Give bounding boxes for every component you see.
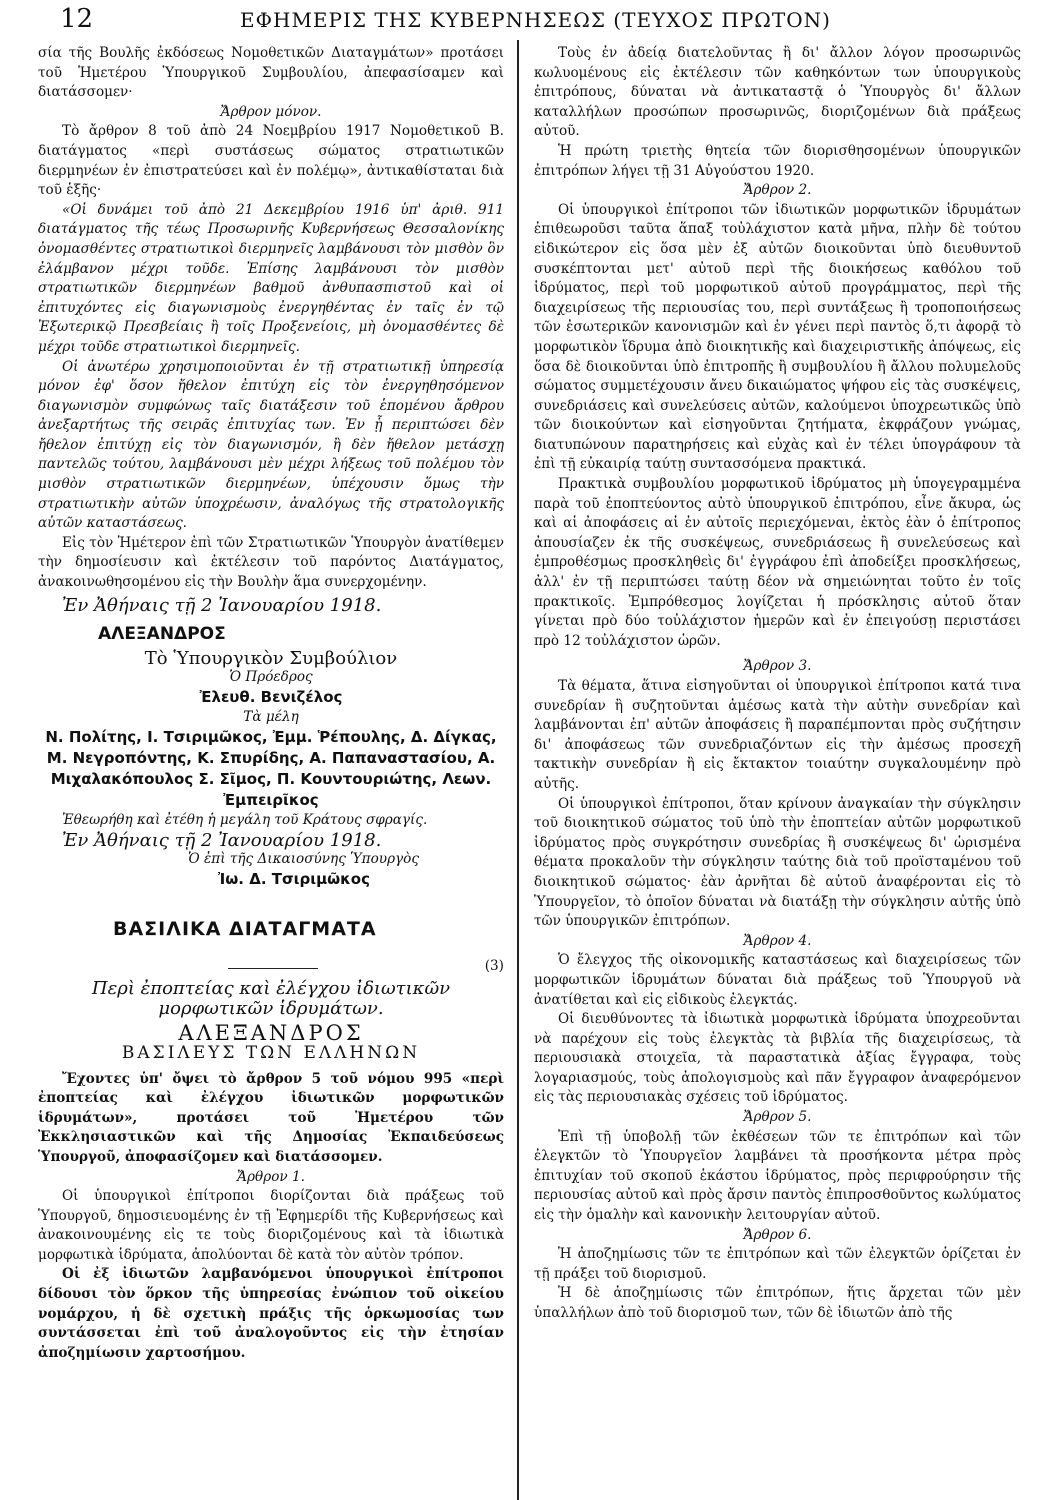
paragraph: Τὰ θέματα, ἅτινα εἰσηγοῦνται οἱ ὑπουργικοὶ ἐπίτροποι κατά τινα συνεδρίαν ἢ συζητοῦνται ἀμέσως κατὰ τὴν αὐτὴν συνεδρίαν καὶ λαμβάνονται ἐπ' αὐτῶν ἀποφάσεις ἢ παραπέμπονται πρὸς συζήτησιν δι' ἀποφάσεως τῶν συνεδριαζόντων εἰς τὴν ἀμέσως προσεχῆ τακτικὴν συνεδρίαν ἢ εἰς ἔκτακτον τοιαύτην συγκαλουμένην πρὸ αὐτῆς. <box>534 678 1021 792</box>
paragraph: Οἱ ἀνωτέρω χρησιμοποιοῦνται ἐν τῇ στρατιωτικῇ ὑπηρεσίᾳ μόνον ἐφ' ὅσον ἤθελον ἐπιτύχη εἰς τὸν ἐνεργηθησόμενον διαγωνισμὸν συμφώνως ταῖς διατάξεσιν τοῦ ἑπομένου ἄρθρου ἀνεξαρτήτως τῆς σειρᾶς ἐπιτυχίας των. Ἐν ᾗ περιπτώσει δὲν ἤθελον ἐπιτύχῃ εἰς τὸν διαγωνισμόν, ἢ δὲν ἤθελον μετάσχῃ παντελῶς τούτου, λαμβάνουσι μὲν μέχρι λήξεως τοῦ πολέμου τὸν μισθὸν στρατιωτικῶν διερμηνέων, ὑπέχουσιν ὅμως τὴν στρατιωτικὴν αὐτῶν ὑποχρέωσιν, ἀναλόγως τῆς στρατολογικῆς αὐτῶν καταστάσεως. <box>38 358 504 532</box>
president-name: Ἐλευθ. Βενιζέλος <box>199 688 343 706</box>
page-header <box>0 0 1064 40</box>
divider <box>228 968 318 969</box>
president-label: Ὁ Πρόεδρος <box>229 669 313 686</box>
paragraph: Οἱ διευθύνοντες τὰ ἰδιωτικὰ μορφωτικὰ ἱδρύματα ὑποχρεοῦνται νὰ παρέχουν εἰς τοὺς ἐλεγκτὰς τὰ βιβλία τῆς διαχειρίσεως, τὰ περιουσιακὰ στοιχεῖα, τὰ παραστατικὰ ἀξίας ἔγγραφα, τοὺς λογαριασμούς, τοὺς ἀπολογισμοὺς καὶ πᾶν ἔγγραφον ἀναφερόμενον εἰς τὰς περιουσιακὰς σχέσεις τοῦ ἱδρύματος. <box>534 1011 1021 1106</box>
article-heading: Ἄρθρον μόνον. <box>220 103 322 120</box>
column-divider <box>517 40 519 1500</box>
seal-note: Ἐθεωρήθη καὶ ἐτέθη ἡ μεγάλη τοῦ Κράτους σφραγίς. <box>62 812 428 829</box>
paragraph: Ἡ ἀποζημίωσις τῶν τε ἐπιτρόπων καὶ τῶν ἐλεγκτῶν ὁρίζεται ἐν τῇ πράξει τοῦ διορισμοῦ. <box>534 1246 1021 1282</box>
article-heading: Ἄρθρον 6. <box>743 1226 812 1243</box>
preamble: Ἔχοντες ὑπ' ὄψει τὸ ἄρθρον 5 τοῦ νόμου 995 «περὶ ἐποπτείας καὶ ἐλέγχου ἰδιωτικῶν μορφωτικῶν ἱδρυμάτων», προτάσει τοῦ Ἡμετέρου τῶν Ἐκκλησιαστικῶν καὶ τῆς Δημοσίας Ἐκπαιδεύσεως Ὑπουργοῦ, ἀποφασίζομεν καὶ διατάσσομεν. <box>38 1070 504 1165</box>
paragraph: Ἡ πρώτη τριετὴς θητεία τῶν διορισθησομένων ὑπουργικῶν ἐπιτρόπων λήγει τῇ 31 Αὐγούστου 1920. <box>534 142 1021 179</box>
paragraph: Οἱ ὑπουργικοὶ ἐπίτροποι τῶν ἰδιωτικῶν μορφωτικῶν ἱδρυμάτων ἐπιθεωροῦσι ταῦτα ἅπαξ τοὐλάχιστον κατὰ μῆνα, πλὴν δὲ τούτου εἰδικώτερον εἰς ὅσα μὲν ἐξ αὐτῶν διοικοῦνται ὑπὸ διευθυντοῦ συσκέπτονται μετ' αὐτοῦ περὶ τῆς διοικήσεως καθόλου τοῦ ἱδρύματος, περὶ τοῦ μορφωτικοῦ αὐτοῦ προγράμματος, περὶ τῆς διαχειρίσεως τῆς περιουσίας του, περὶ συντάξεως ἢ τροποποιήσεως τῶν ἐσωτερικῶν κανονισμῶν καὶ ἐν γένει περὶ παντὸς ὅ,τι ἀφορᾷ τὸ μορφωτικὸν ἵδρυμα ἀπὸ διοικητικῆς καὶ διαχειριστικῆς ἀπόψεως, εἰς ὅσα δὲ διοικοῦνται ὑπὸ ἐπιτροπῆς ἢ συμβουλίου ἢ ἄλλου πολυμελοῦς σώματος συμμετέχουσιν ἄνευ δικαιώματος ψήφου εἰς τὰς συσκέψεις, συνεδριάσεις καὶ συνελεύσεις αὐτῶν, καλούμενοι ὑποχρεωτικῶς ὑπὸ τῶν διοικούντων καὶ εἰσηγοῦνται ζητήματα, ἐκφράζουν γνώμας, διατυπώνουν παρατηρήσεις καὶ εὐχὰς καὶ ἐν τέλει ὑπογράφουν τὰ ἐπὶ τῇ εὐκαιρίᾳ ταύτῃ συντασσόμενα πρακτικά. <box>534 201 1021 473</box>
minister-name: Ἰω. Δ. Τσιριμῶκος <box>218 869 371 888</box>
paragraph: Ὁ ἔλεγχος τῆς οἰκονομικῆς καταστάσεως καὶ διαχειρίσεως τῶν μορφωτικῶν ἱδρυμάτων δύναται διὰ πράξεως τοῦ Ὑπουργοῦ νὰ ἀνατίθεται καὶ εἰς εἰδικοὺς ἐλεγκτάς. <box>534 952 1021 1008</box>
king-title: ΒΑΣΙΛΕΥΣ ΤΩΝ ΕΛΛΗΝΩΝ <box>121 1042 421 1063</box>
date-line: Ἐν Ἀθήναις τῇ 2 Ἰανουαρίου 1918. <box>62 594 382 616</box>
members-names: Ν. Πολίτης, Ι. Τσιριμῶκος, Ἐμμ. Ῥέπουλης, Δ. Δίγκας, Μ. Νεγροπόντης, Κ. Σπυρίδης, Α. Παπαναστασίου, Α. Μιχαλακόπουλος Σ. Σῖμος, Π. Κουντουριώτης, Λεων. Ἐμπειρῖκος <box>45 728 497 810</box>
council-label: Τὸ Ὑπουργικὸν Συμβούλιον <box>144 647 398 669</box>
king-name: ΑΛΕΞΑΝΔΡΟΣ <box>178 1021 364 1046</box>
minister-label: Ὁ ἐπὶ τῆς Δικαιοσύνης Ὑπουργὸς <box>188 851 419 868</box>
paragraph: Εἰς τὸν Ἡμέτερον ἐπὶ τῶν Στρατιωτικῶν Ὑπουργὸν ἀνατίθεμεν τὴν δημοσίευσιν καὶ ἐκτέλεσιν τοῦ παρόντος Διατάγματος, ἀνακοινωθησομένου εἰς τὴν Βουλὴν ἅμα συνερχομένην. <box>38 534 504 591</box>
page-number: 12 <box>60 4 94 34</box>
left-column <box>38 44 504 1363</box>
paragraph: Οἱ ἐξ ἰδιωτῶν λαμβανόμενοι ὑπουργικοὶ ἐπίτροποι δίδουσι τὸν ὅρκον τῆς ὑπηρεσίας ἐνώπιον τοῦ οἰκείου νομάρχου, ἡ δὲ σχετικὴ πράξις τῆς ὁρκωμοσίας των συντάσσεται ἐπὶ τοῦ ἀναλογοῦντος εἰς τὴν ἐτησίαν ἀποζημίωσιν χαρτοσήμου. <box>38 1266 504 1361</box>
paragraph: Ἡ δὲ ἀποζημίωσις τῶν ἐπιτρόπων, ἥτις ἄρχεται τῶν μὲν ὑπαλλήλων ἀπὸ τοῦ διορισμοῦ των, τῶν δὲ ἰδιωτῶν ἀπὸ τῆς <box>534 1285 1021 1321</box>
section-heading: ΒΑΣΙΛΙΚΑ ΔΙΑΤΑΓΜΑΤΑ <box>113 917 377 940</box>
right-column <box>534 44 1021 1324</box>
paragraph: Τοὺς ἐν ἀδείᾳ διατελοῦντας ἢ δι' ἄλλον λόγον προσωρινῶς κωλυομένους εἰς ἐκτέλεσιν τῶν καθηκόντων των ὑπουργικοὺς ἐπιτρόπους, δύναται νὰ ἀντικαταστᾷ ὁ Ὑπουργὸς δι' ἄλλων καταλλήλων προσώπων προσωρινῶς, διοριζομένων διὰ πράξεως αὐτοῦ. <box>534 45 1021 140</box>
decree-number-line <box>38 957 504 979</box>
paragraph: «Οἱ δυνάμει τοῦ ἀπὸ 21 Δεκεμβρίου 1916 ὑπ' ἀριθ. 911 διατάγματος τῆς τέως Προσωρινῆς Κυβερνήσεως Θεσσαλονίκης ὀνομασθέντες στρατιωτικοὶ διερμηνεῖς λαμβάνουσι τὸν μισθὸν ὃν ἐλάμβανον μέχρι τοῦδε. Ἐπίσης λαμβάνουσι τὸν μισθὸν στρατιωτικῶν διερμηνέων βαθμοῦ ἀνθυπασπιστοῦ καὶ οἱ ἐπιτυχόντες εἰς διαγωνισμοὺς ἐνεργηθέντας ἐν ταῖς ἐν τῷ Ἐξωτερικῷ Πρεσβείαις ἢ τοῖς Προξενείοις, μὴ ὀνομασθέντες δὲ μέχρι τοῦδε στρατιωτικοὶ διερμηνεῖς. <box>38 201 504 355</box>
date-line: Ἐν Ἀθήναις τῇ 2 Ἰανουαρίου 1918. <box>62 829 382 851</box>
article-heading: Ἄρθρον 2. <box>743 182 812 199</box>
paragraph: Οἱ ὑπουργικοὶ ἐπίτροποι, ὅταν κρίνουν ἀναγκαίαν τὴν σύγκλησιν τοῦ διοικητικοῦ σώματος τοῦ ὑπὸ τὴν ἐποπτείαν αὐτῶν μορφωτικοῦ ἱδρύματος πρὸς συγκρότησιν συνεδρίας ἢ συσκέψεως δι' ὡρισμένα θέματα προκαλοῦν τὴν σύγκλησιν ταύτης διὰ τοῦ προϊσταμένου τοῦ διοικητικοῦ σώματος· ἐὰν ἀρνῆται δὲ αὐτοῦ ἀναφέρονται εἰς τὸ Ὑπουργεῖον, τὸ ὁποῖον δύναται νὰ διατάξῃ τὴν σύγκλησιν αὐτῆς ὑπὸ τῶν ὑπουργικῶν ἐπιτρόπων. <box>534 795 1021 930</box>
article-heading: Ἄρθρον 3. <box>743 658 812 675</box>
gazette-title: ΕΦΗΜΕΡΙΣ ΤΗΣ ΚΥΒΕΡΝΗΣΕΩΣ (ΤΕΥΧΟΣ ΠΡΩΤΟΝ) <box>240 8 831 32</box>
paragraph: Τὸ ἄρθρον 8 τοῦ ἀπὸ 24 Νοεμβρίου 1917 Νομοθετικοῦ Β. διατάγματος «περὶ συστάσεως σώματος στρατιωτικῶν διερμηνέων ἐν ἐπιστρατεύσει καὶ ἐν πολέμῳ», ἀντικαθίσταται διὰ τοῦ ἑξῆς· <box>38 123 504 199</box>
members-label: Τὰ μέλη <box>243 708 299 725</box>
intro-paragraph: σία τῆς Βουλῆς ἐκδόσεως Νομοθετικῶν Διαταγμάτων» προτάσει τοῦ Ἡμετέρου Ὑπουργικοῦ Συμβουλίου, ἀπεφασίσαμεν καὶ διατάσσομεν· <box>38 45 504 101</box>
article-heading: Ἄρθρον 5. <box>743 1109 812 1126</box>
article-heading: Ἄρθρον 1. <box>237 1168 305 1185</box>
paragraph: Ἐπὶ τῇ ὑποβολῇ τῶν ἐκθέσεων τῶν τε ἐπιτρόπων καὶ τῶν ἐλεγκτῶν τὸ Ὑπουργεῖον λαμβάνει τὰ προσήκοντα μέτρα πρὸς ἐπιτυχίαν τοῦ σκοποῦ ἑκάστου ἱδρύματος, πρὸς περιφρούρησιν τῆς περιουσίας αὐτοῦ καὶ πρὸς ἄρσιν παντὸς ἐπιπροσθοῦντος κωλύματος εἰς τὴν ὁμαλὴν καὶ κανονικὴν λειτουργίαν αὐτοῦ. <box>534 1128 1021 1224</box>
article-heading: Ἄρθρον 4. <box>743 932 812 949</box>
king-signature: ΑΛΕΞΑΝΔΡΟΣ <box>98 624 226 645</box>
decree-number: (3) <box>484 958 504 975</box>
paragraph: Πρακτικὰ συμβουλίου μορφωτικοῦ ἱδρύματος μὴ ὑπογεγραμμένα παρὰ τοῦ ἐποπτεύοντος αὐτὸ ὑπουργικοῦ ἐπιτρόπου, εἶνε ἄκυρα, ὡς καὶ αἱ ἀποφάσεις αἱ ἐν αὐτοῖς περιεχόμεναι, ἐκτὸς ἐὰν ὁ ἐπίτροπος ἀπουσίαζεν ἐκ τῆς συσκέψεως, συνεδριάσεως ἢ συνελεύσεως καὶ ἐμπροθέσμως προσκληθεὶς δι' ἐγγράφου ἐπὶ ἀποδείξει προσκλήσεως, ἀλλ' ἐν τῇ περιπτώσει ταύτῃ δέον νὰ σημειώνηται τοῦτο ἐν τοῖς πρακτικοῖς. Ἐμπρόθεσμος λογίζεται ἡ πρόσκλησις αὐτοῦ ὅταν γίνεται πρὸ δύο τοὐλάχιστον ἡμερῶν καὶ ἐν ἐπειγούσῃ περιστάσει πρὸ 12 τοὐλάχιστον ὡρῶν. <box>534 476 1021 649</box>
paragraph: Οἱ ὑπουργικοὶ ἐπίτροποι διορίζονται διὰ πράξεως τοῦ Ὑπουργοῦ, δημοσιευομένης ἐν τῇ Ἐφημερίδι τῆς Κυβερνήσεως καὶ ἀνακοινουμένης εἰς τε τοὺς διοριζομένους καὶ τὰ ἰδιωτικὰ μορφωτικὰ ἱδρύματα, ἀπολύονται δὲ κατὰ τὸν αὐτὸν τρόπον. <box>38 1188 504 1263</box>
decree-title: Περὶ ἐποπτείας καὶ ἐλέγχου ἰδιωτικῶν μορφωτικῶν ἱδρυμάτων. <box>91 978 451 1019</box>
